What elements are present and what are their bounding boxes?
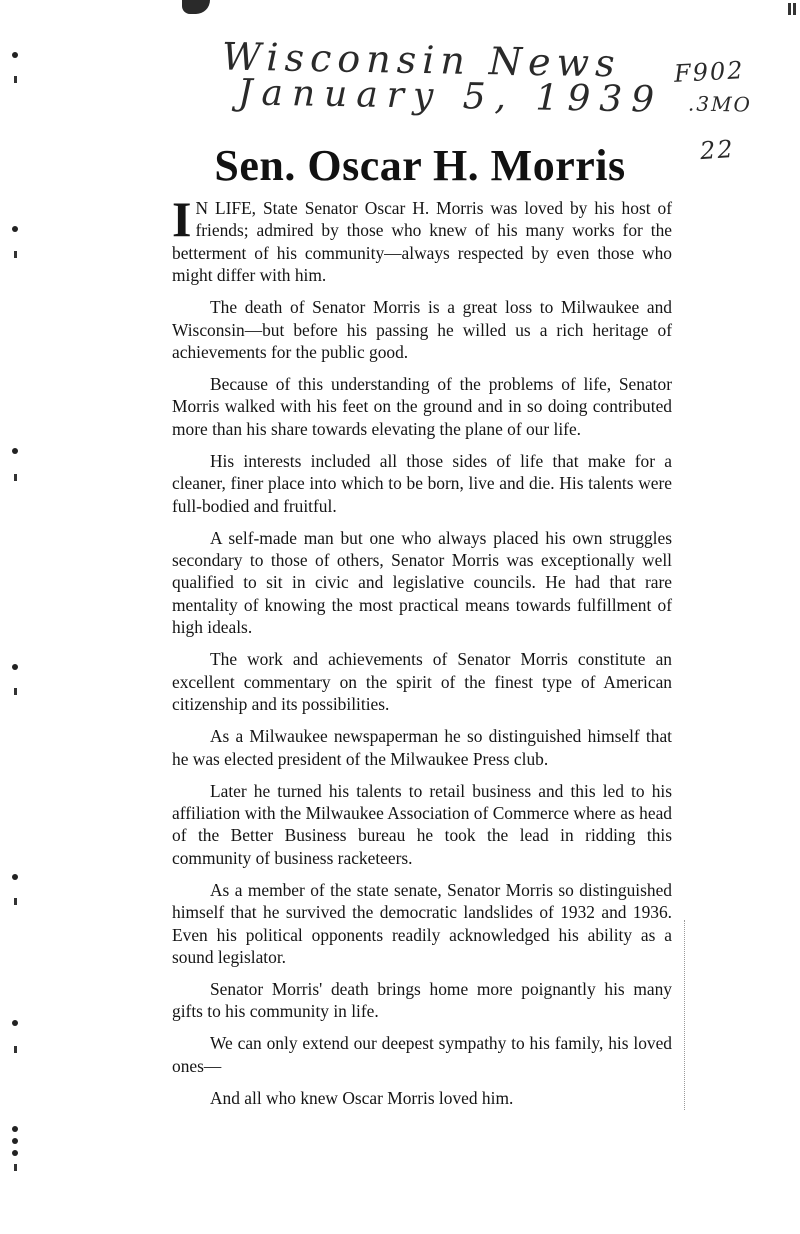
clipping-edge [684,920,686,1110]
margin-mark [12,448,18,454]
handwritten-publication: Wisconsin News [221,34,622,86]
margin-mark [12,52,18,58]
article-paragraph: Later he turned his talents to retail business and this led to his affiliation with the Milwaukee Association of Commerce where as head of the Better Business bureau he took the lead in ridding this community of business racketeers. [172,780,672,868]
drop-cap: I [172,191,192,247]
margin-mark [14,898,17,905]
handwritten-file-code: F902 [673,56,746,88]
handwritten-date: January 5, 1939 [237,72,664,121]
margin-mark [12,1138,18,1144]
article-paragraph: Because of this understanding of the problems of life, Senator Morris walked with his feet on the ground and in so doing contributed more than his share towards elevating the plane of our life. [172,374,672,439]
margin-mark [12,226,18,232]
handwritten-file-subcode: .3MO [687,91,753,117]
ink-blot [182,0,210,14]
article-paragraph: As a Milwaukee newspaperman he so distinguished himself that he was elected president of the Milwaukee Press club. [172,726,672,769]
article-paragraph: His interests included all those sides of life that make for a cleaner, finer place into which to be born, live and die. His talents were full-bodied and fruitful. [172,450,672,516]
handwritten-page-number: 22 [699,134,736,166]
article-paragraph: We can only extend our deepest sympathy to his family, his loved ones— [172,1033,672,1076]
article-paragraph: And all who knew Oscar Morris loved him. [210,1087,514,1108]
edge-marks [788,0,798,16]
article-paragraph: The death of Senator Morris is a great loss to Milwaukee and Wisconsin—but before his passing he willed us a rich heritage of achievements for the public good. [172,297,672,363]
article-paragraph: As a member of the state senate, Senator Morris so distinguished himself that he survived the democratic landslides of 1932 and 1936. Even his political opponents readily acknowledged his ability as a sound legislator. [172,879,672,967]
margin-mark [14,688,17,695]
article-paragraph: Senator Morris' death brings home more poignantly his many gifts to his community in life. [172,978,672,1022]
margin-mark [14,1164,17,1171]
margin-mark [14,1046,17,1053]
paragraph-text: N LIFE, State Senator Oscar H. Morris was loved by his host of friends; admired by those who knew of his many works for the betterment of his community—always respected by even those who might differ with him. [172,198,672,286]
margin-mark [14,76,17,83]
article-paragraph [172,191,672,287]
margin-mark [12,1020,18,1026]
article-paragraph: A self-made man but one who always placed his own struggles secondary to those of others, Senator Morris was exceptionally well qualified to sit in civic and legislative councils. He had that rare mentality of knowing the most practical means towards fulfillment of high ideals. [172,527,672,638]
margin-mark [12,664,18,670]
margin-mark [12,874,18,880]
headline: Sen. Oscar H. Morris [214,141,626,190]
article-paragraph: The work and achievements of Senator Morris constitute an excellent commentary on the spirit of the finest type of American citizenship and its possibilities. [172,649,672,715]
margin-mark [14,474,17,481]
article-body [172,191,672,1119]
margin-mark [14,251,17,258]
margin-mark [12,1150,18,1156]
margin-mark [12,1126,18,1132]
